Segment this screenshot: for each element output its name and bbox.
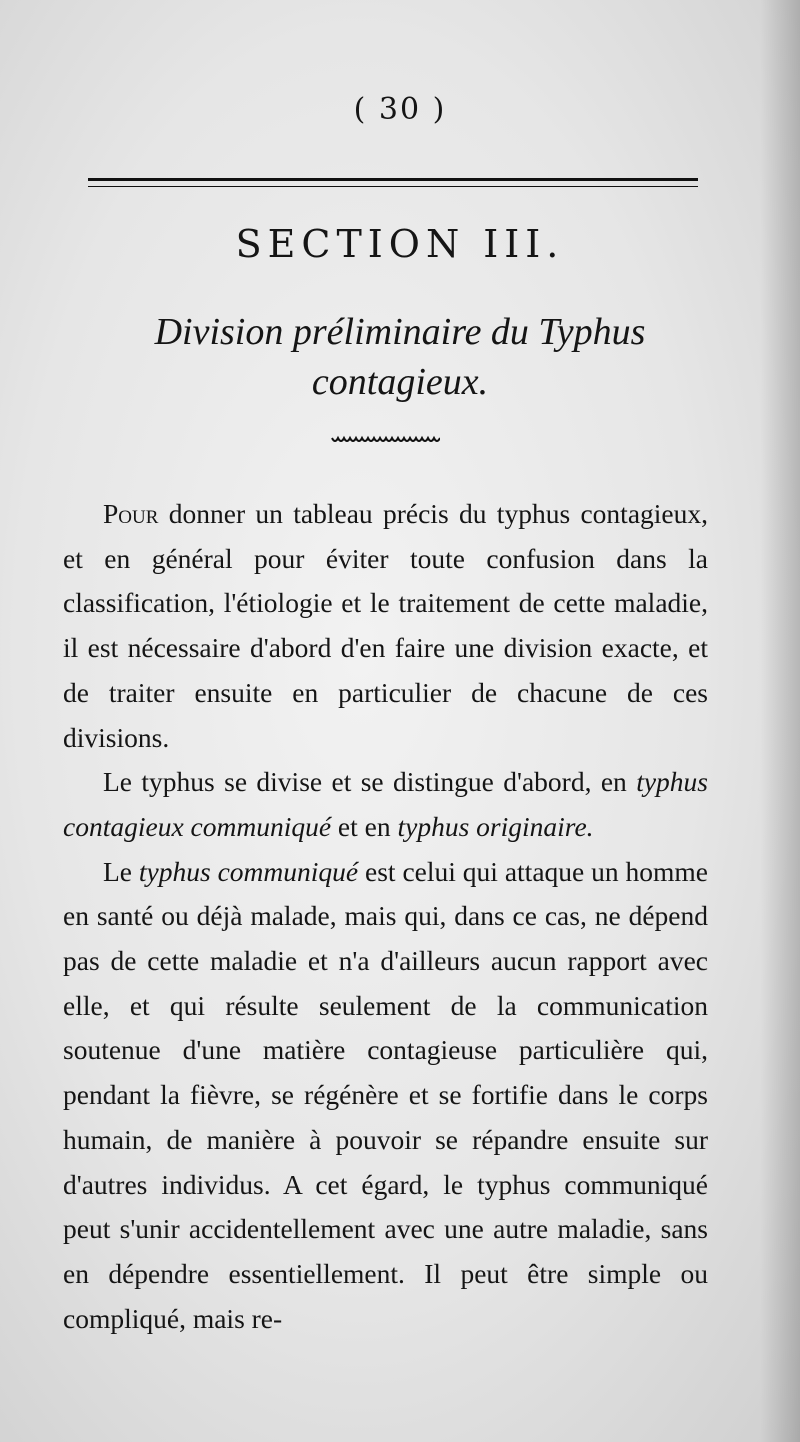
- paragraph-2-emphasis-a: typhus contagieux communiqué: [63, 766, 708, 842]
- paragraph-1-text: donner un tableau précis du typhus contagieux, et en général pour éviter toute confusion dans la classification, l'étiologie et le traitement de cette maladie, il est nécessaire d'abord d'en faire une division exacte, et de traiter ensuite en particulier de chacune de ces divisions.: [63, 498, 708, 753]
- header-rule-thin: [88, 186, 698, 187]
- page-number: ( 30 ): [353, 92, 447, 127]
- section-title: SECTION III.: [235, 222, 565, 266]
- section-subtitle-line1: Division préliminaire du Typhus: [154, 311, 646, 353]
- paragraph-2-text-a: Le typhus se divise et se distingue d'abord, en: [103, 766, 637, 798]
- paragraph-3-text-b: est celui qui attaque un homme en santé ou déjà malade, mais qui, dans ce cas, ne dépend pas de cette maladie et n'a d'ailleurs aucun rapport avec elle, et qui résulte seulement de la communication soutenue d'une matière contagieuse particulière qui, pendant la fièvre, se régénère et se fortifie dans le corps humain, de manière à pouvoir se répandre ensuite sur d'autres individus. A cet égard, le typhus communiqué peut s'unir accidentellement avec une autre maladie, sans en dépendre essentiellement. Il peut être simple ou compliqué, mais re-: [63, 855, 708, 1334]
- page-edge-shadow: [760, 0, 800, 1442]
- paragraph-3: [63, 850, 708, 1342]
- paragraph-2: [63, 760, 708, 849]
- paragraph-2-emphasis-b: typhus originaire.: [397, 810, 594, 842]
- header-rule-thick: [88, 178, 698, 181]
- paragraph-3-emphasis: typhus communiqué: [138, 855, 359, 887]
- body-text: [63, 492, 708, 1341]
- paragraph-3-text-a: Le: [103, 855, 139, 887]
- section-subtitle-line2: contagieux.: [311, 361, 489, 403]
- paragraph-2-text-b: et en: [331, 810, 398, 842]
- paragraph-lead-word: Pour: [103, 498, 159, 529]
- ornament-icon: [330, 432, 440, 448]
- paragraph-1: [63, 492, 708, 760]
